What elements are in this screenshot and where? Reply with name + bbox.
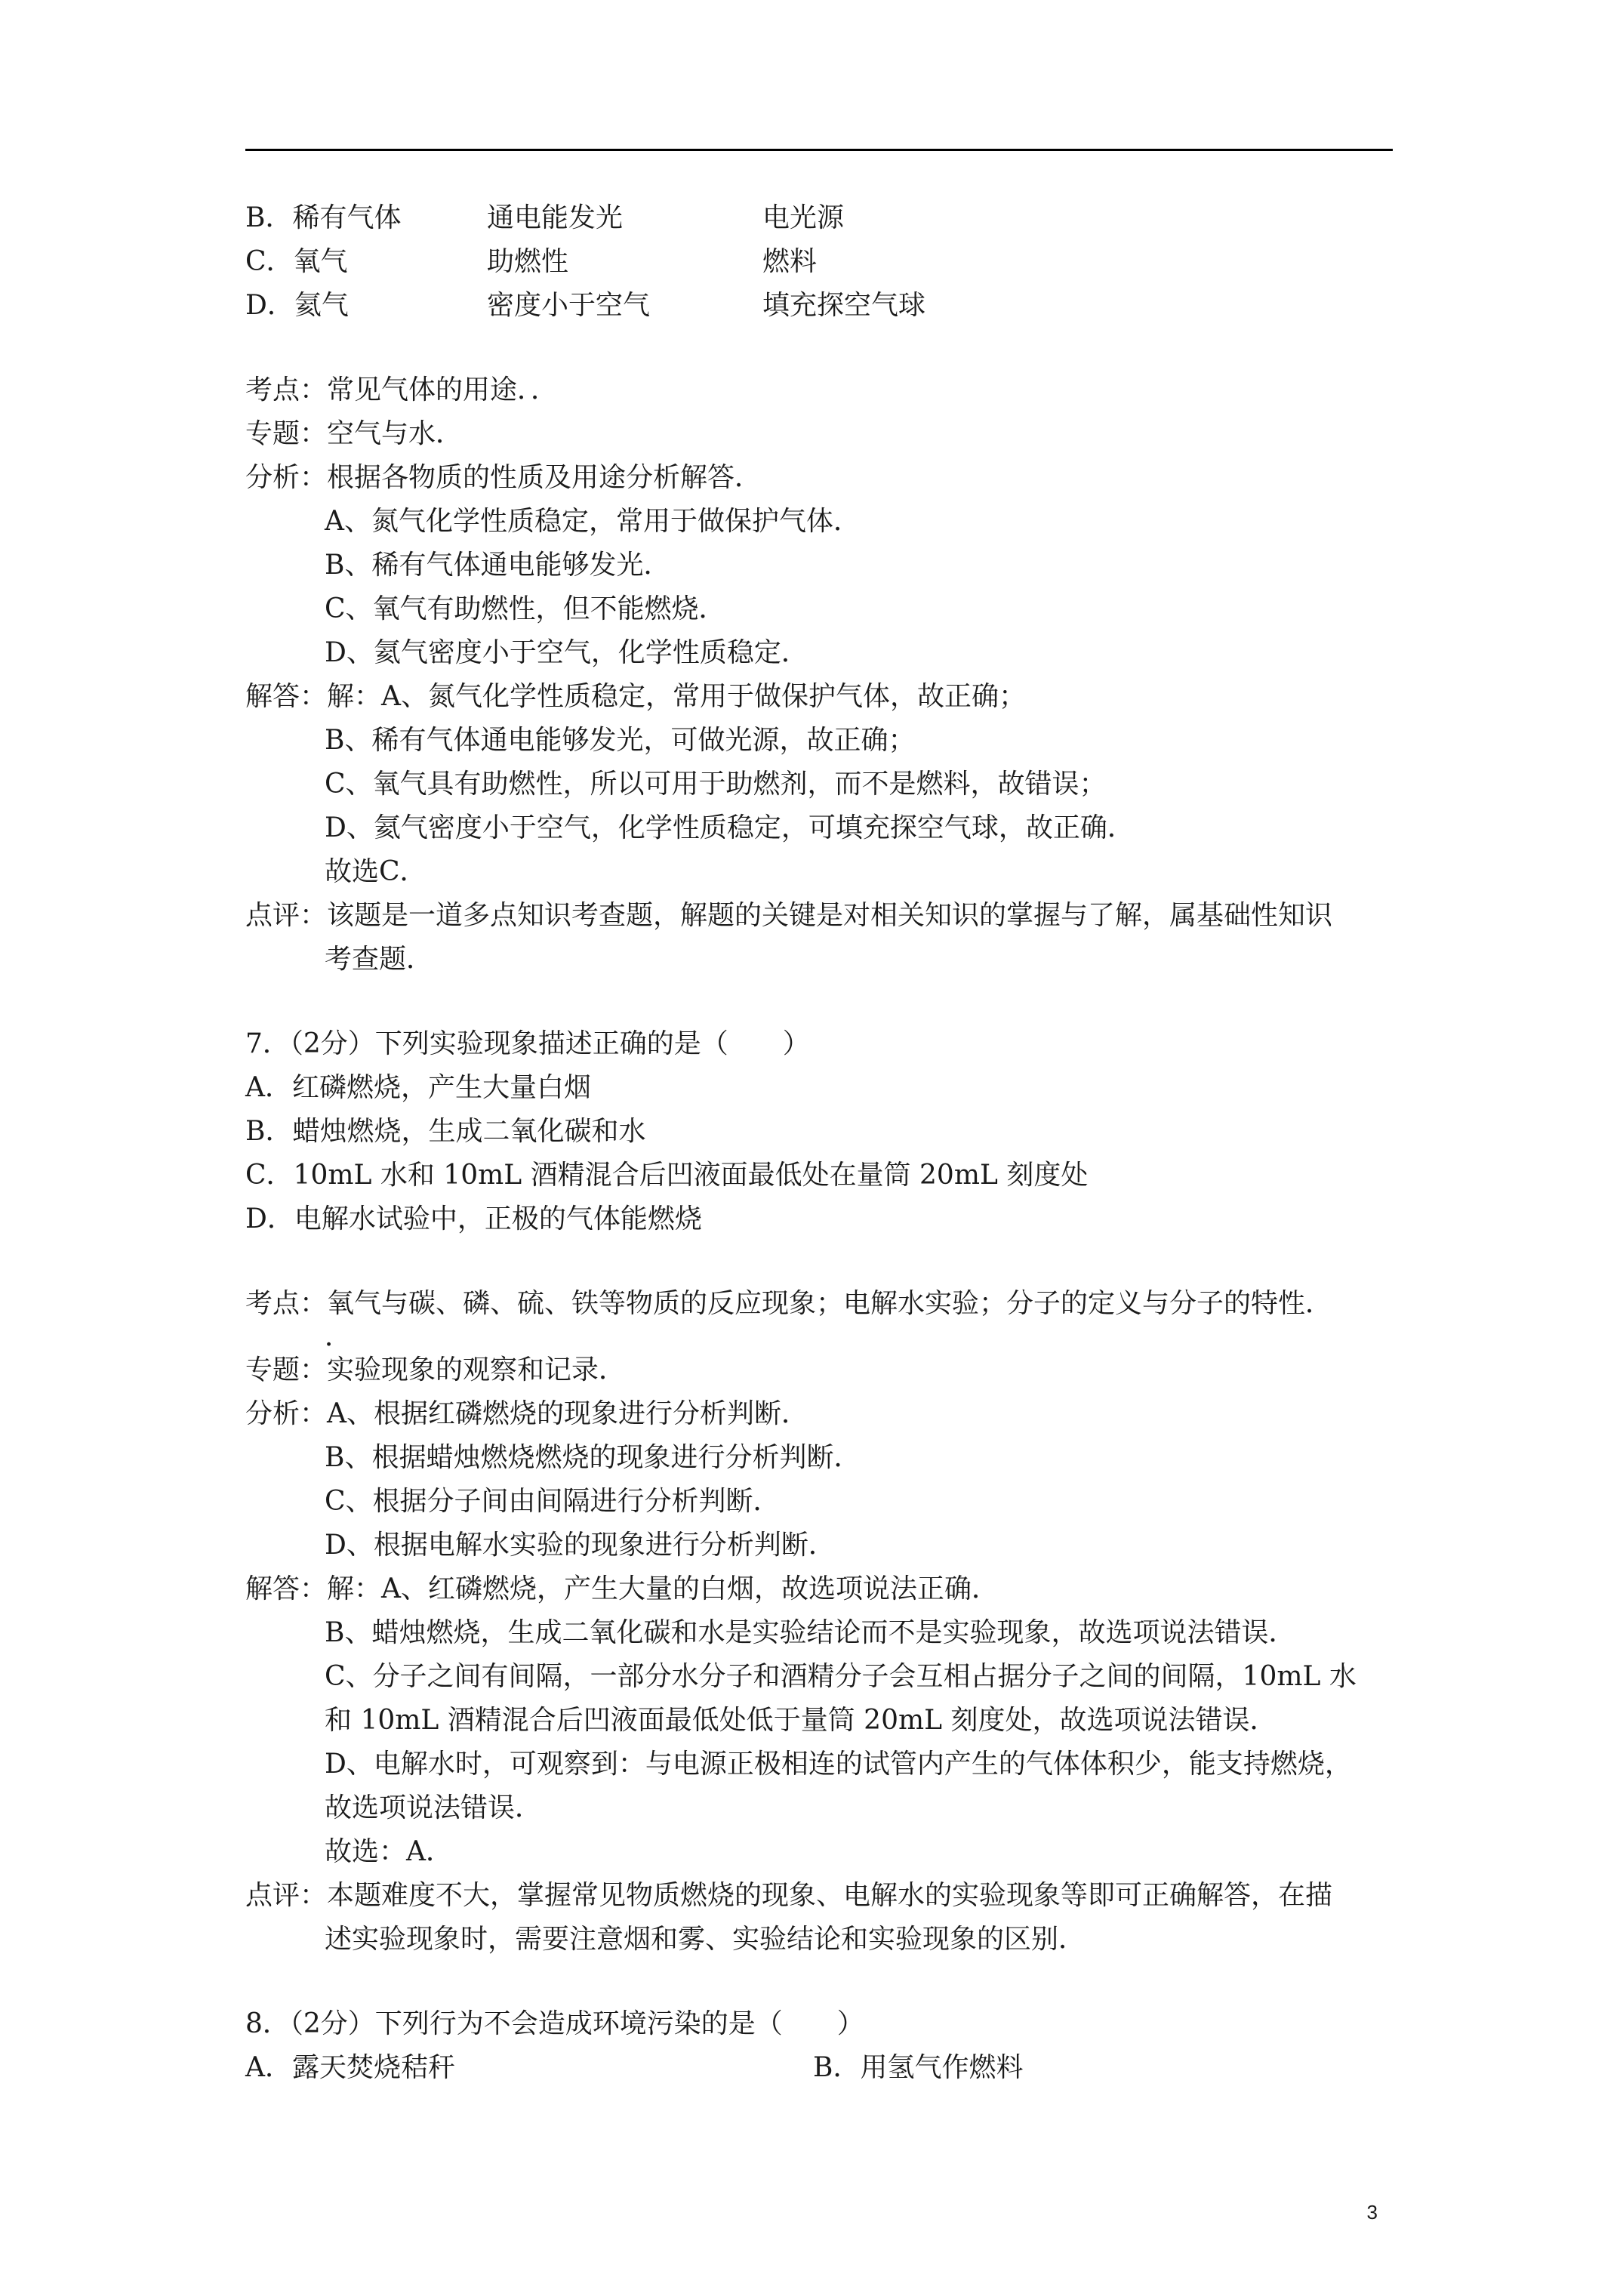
q6-option-d-label: D．氦气 [245,290,349,321]
q7-fenxi-item: B、根据蜡烛燃烧燃烧的现象进行分析判断． [325,1442,861,1473]
q6-kaodian: 考点：常见气体的用途．． [245,374,559,405]
q7-jieda-item: 和 10mL 酒精混合后凹液面最低处低于量筒 20mL 刻度处，故选项说法错误． [325,1705,1277,1736]
page-number: 3 [1366,2201,1378,2224]
q7-option-d: D．电解水试验中，正极的气体能燃烧 [245,1203,702,1234]
spacer [245,328,1408,368]
q6-fenxi: 分析：根据各物质的性质及用途分析解答． [245,462,762,493]
q6-option-c-property: 助燃性 [487,246,569,277]
spacer [245,1241,1408,1282]
header-rule [245,149,1393,151]
q7-jieda-item: D、电解水时，可观察到：与电源正极相连的试管内产生的气体体积少，能支持燃烧， [325,1749,1352,1780]
q7-jieda-item: 故选：A． [325,1836,453,1867]
q7-option-b: B．蜡烛燃烧，生成二氧化碳和水 [245,1116,646,1147]
q6-fenxi-item: B、稀有气体通电能够发光． [325,550,671,581]
q7-kaodian: 考点：氧气与碳、磷、硫、铁等物质的反应现象；电解水实验；分子的定义与分子的特性． [245,1288,1333,1319]
q7-kaodian-cont: ． [325,1321,353,1352]
q7-stem: 7．（2分）下列实验现象描述正确的是（ ） [245,1028,810,1059]
q6-option-b-use: 电光源 [762,202,845,233]
q7-jieda: 解答：解：A、红磷燃烧，产生大量的白烟，故选项说法正确． [245,1573,999,1604]
q6-jieda: 解答：解：A、氮气化学性质稳定，常用于做保护气体，故正确； [245,681,1026,712]
q6-jieda-item: C、氧气具有助燃性，所以可用于助燃剂，而不是燃料，故错误； [325,769,1107,800]
q6-option-b-property: 通电能发光 [487,202,624,233]
q6-option-d-use: 填充探空气球 [762,290,926,321]
q7-fenxi-item: C、根据分子间由间隔进行分析判断． [325,1486,781,1517]
q6-zhuanti: 专题：空气与水． [245,418,463,449]
q6-option-c-use: 燃料 [762,246,818,277]
q7-fenxi-item: D、根据电解水实验的现象进行分析判断． [325,1530,836,1561]
q7-fenxi: 分析：A、根据红磷燃烧的现象进行分析判断． [245,1398,808,1429]
q6-fenxi-item: C、氧气有助燃性，但不能燃烧． [325,593,726,624]
q6-jieda-item: 故选C． [325,856,427,887]
spacer [245,1962,1408,2002]
q7-dianping-cont: 述实验现象时，需要注意烟和雾、实验结论和实验现象的区别． [325,1924,1086,1955]
q6-option-d [245,284,1408,328]
q7-option-a: A．红磷燃烧，产生大量白烟 [245,1072,591,1103]
q7-zhuanti: 专题：实验现象的观察和记录． [245,1354,627,1385]
q8-stem: 8．（2分）下列行为不会造成环境污染的是（ ） [245,2008,864,2039]
q6-jieda-item: B、稀有气体通电能够发光，可做光源，故正确； [325,725,916,756]
q8-option-b: B．用氢气作燃料 [813,2052,1024,2083]
q6-option-c [245,240,1408,284]
q6-fenxi-item: D、氦气密度小于空气，化学性质稳定． [325,637,808,668]
q6-option-b-label: B．稀有气体 [245,202,402,233]
spacer [245,982,1408,1022]
q6-fenxi-item: A、氮气化学性质稳定，常用于做保护气体． [325,506,861,537]
q6-jieda-item: D、氦气密度小于空气，化学性质稳定，可填充探空气球，故正确． [325,812,1135,843]
q7-jieda-item: C、分子之间有间隔，一部分水分子和酒精分子会互相占据分子之间的间隔，10mL 水 [325,1661,1357,1692]
q8-options-row [245,2046,1408,2090]
page-content [245,196,1408,2090]
q7-dianping: 点评：本题难度不大，掌握常见物质燃烧的现象、电解水的实验现象等即可正确解答，在描 [245,1880,1333,1911]
q7-jieda-item: B、蜡烛燃烧，生成二氧化碳和水是实验结论而不是实验现象，故选项说法错误． [325,1617,1296,1648]
q7-jieda-item: 故选项说法错误． [325,1792,543,1823]
q7-option-c: C．10mL 水和 10mL 酒精混合后凹液面最低处在量筒 20mL 刻度处 [245,1160,1089,1191]
q8-option-a: A．露天焚烧秸秆 [245,2052,455,2083]
q6-dianping-cont: 考查题． [325,944,434,975]
q6-dianping: 点评：该题是一道多点知识考查题，解题的关键是对相关知识的掌握与了解，属基础性知识 [245,900,1333,931]
q6-option-c-label: C．氧气 [245,246,348,277]
q6-option-d-property: 密度小于空气 [487,290,651,321]
q6-option-b [245,196,1408,240]
